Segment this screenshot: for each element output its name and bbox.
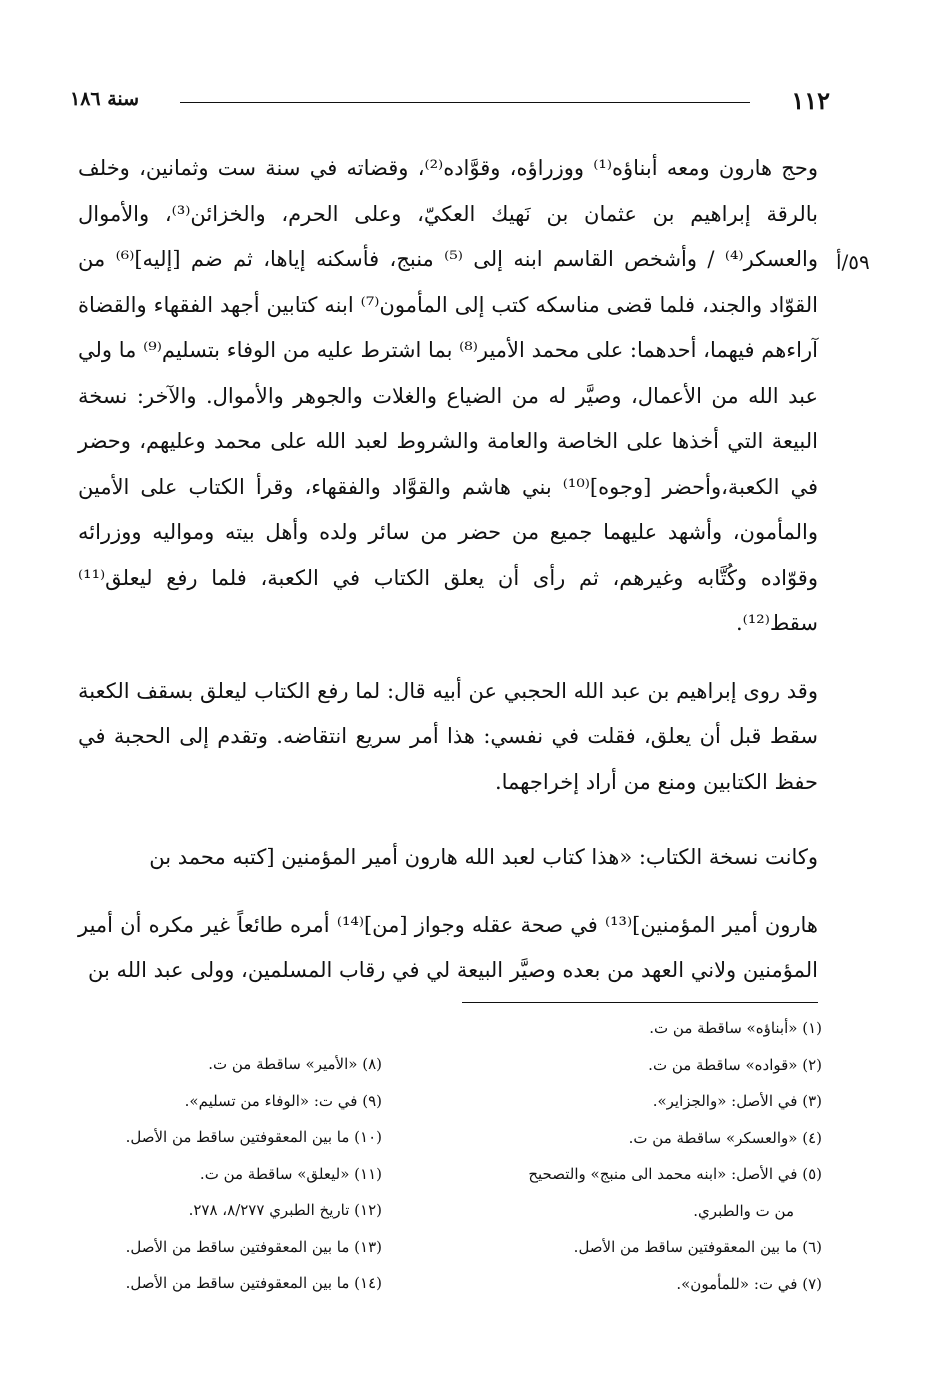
footnotes-left-column xyxy=(52,1046,382,1302)
page-number: ١١٢ xyxy=(791,86,830,115)
footnote-rule xyxy=(462,1002,818,1003)
paragraph: وكانت نسخة الكتاب: «هذا كتاب لعبد الله هارون أمير المؤمنين [كتبه محمد بن xyxy=(149,845,818,869)
margin-folio-note: ٥٩/أ xyxy=(836,250,870,274)
footnote: (٤) «والعسكر» ساقطة من ت. xyxy=(628,1128,822,1147)
footnote: (١٠) ما بين المعقوفتين ساقط من الأصل. xyxy=(125,1128,382,1146)
header-rule xyxy=(180,102,750,103)
footnote: (٧) في ت: «للمأمون». xyxy=(676,1274,822,1293)
footnote: (١٢) تاريخ الطبري ٨/٢٧٧، ٢٧٨. xyxy=(188,1201,382,1219)
footnote: (٦) ما بين المعقوفتين ساقط من الأصل. xyxy=(573,1238,822,1256)
footnote: (٨) «الأمير» ساقطة من ت. xyxy=(208,1055,382,1073)
footnote: (٥) في الأصل: «ابنه محمد الى منبج» والتصحيح xyxy=(528,1165,822,1183)
footnotes-right-column xyxy=(477,1010,822,1302)
footnote-continuation: من ت والطبري. xyxy=(693,1201,794,1220)
footnote: (١٤) ما بين المعقوفتين ساقط من الأصل. xyxy=(125,1274,382,1292)
footnote: (٣) في الأصل: «والجزاير». xyxy=(652,1092,822,1110)
running-header xyxy=(70,86,830,116)
footnote: (١١) «ليعلق» ساقطة من ت. xyxy=(199,1164,382,1183)
footnote: (١٣) ما بين المعقوفتين ساقط من الأصل. xyxy=(125,1237,382,1256)
paragraph: وقد روى إبراهيم بن عبد الله الحجبي عن أبيه قال: لما رفع الكتاب ليعلق بسقف الكعبة سقط قبل أن يعلق، فقلت في نفسي: هذا أمر سريع انتقاضه. وتقدم إلى الحجبة في حفظ الكتابين ومنع من أراد إخراجهما. xyxy=(78,678,818,794)
paragraph: هارون أمير المؤمنين]⁽¹³⁾ في صحة عقله وجواز [من]⁽¹⁴⁾ أمره طائعاً غير مكره أن أمير المؤمنين ولاني العهد من بعده وصيَّر البيعة لي في رقاب المسلمين، وولى عبد الله بن xyxy=(78,912,818,982)
footnote: (١) «أبناؤه» ساقطة من ت. xyxy=(649,1019,822,1037)
running-title: سنة ١٨٦ xyxy=(70,88,140,110)
footnote: (٢) «قواده» ساقطة من ت. xyxy=(648,1055,822,1074)
main-text xyxy=(78,146,818,994)
paragraph: وحج هارون ومعه أبناؤه⁽¹⁾ ووزراؤه، وقوَّاده⁽²⁾، وقضاته في سنة ست وثمانين، وخلف بالرقة إبراهيم بن عثمان بن نَهيك العكيّ، وعلى الحرم، والخزائن⁽³⁾، والأموال والعسكر⁽⁴⁾ / وأشخص القاسم ابنه إلى ⁽⁵⁾ منبج، فأسكنه إياها، ثم ضم [إليه]⁽⁶⁾ من القوّاد والجند، فلما قضى مناسكه كتب إلى المأمون⁽⁷⁾ ابنه كتابين أجهد الفقهاء والقضاة آراءهم فيهما، أحدهما: على محمد الأمير⁽⁸⁾ بما اشترط عليه من الوفاء بتسليم⁽⁹⁾ ما ولي عبد الله من الأعمال، وصيَّر له من الضياع والغلات والجوهر والأموال. والآخر: نسخة البيعة التي أخذها على الخاصة والعامة والشروط لعبد الله على محمد وعليهم، وحضر في الكعبة،وأحضر [وجوه]⁽¹⁰⁾ بني هاشم والقوَّاد والفقهاء، وقرأ الكتاب على الأمين والمأمون، وأشهد عليهما جميع من حضر من سائر ولده وأهل بيته ومواليه ووزرائه وقوّاده وكُتَّابه وغيرهم، ثم رأى أن يعلق الكتاب في الكعبة، فلما رفع ليعلق⁽¹¹⁾ سقط⁽¹²⁾. xyxy=(78,156,818,635)
footnote: (٩) في ت: «الوفاء من تسليم». xyxy=(184,1091,382,1110)
